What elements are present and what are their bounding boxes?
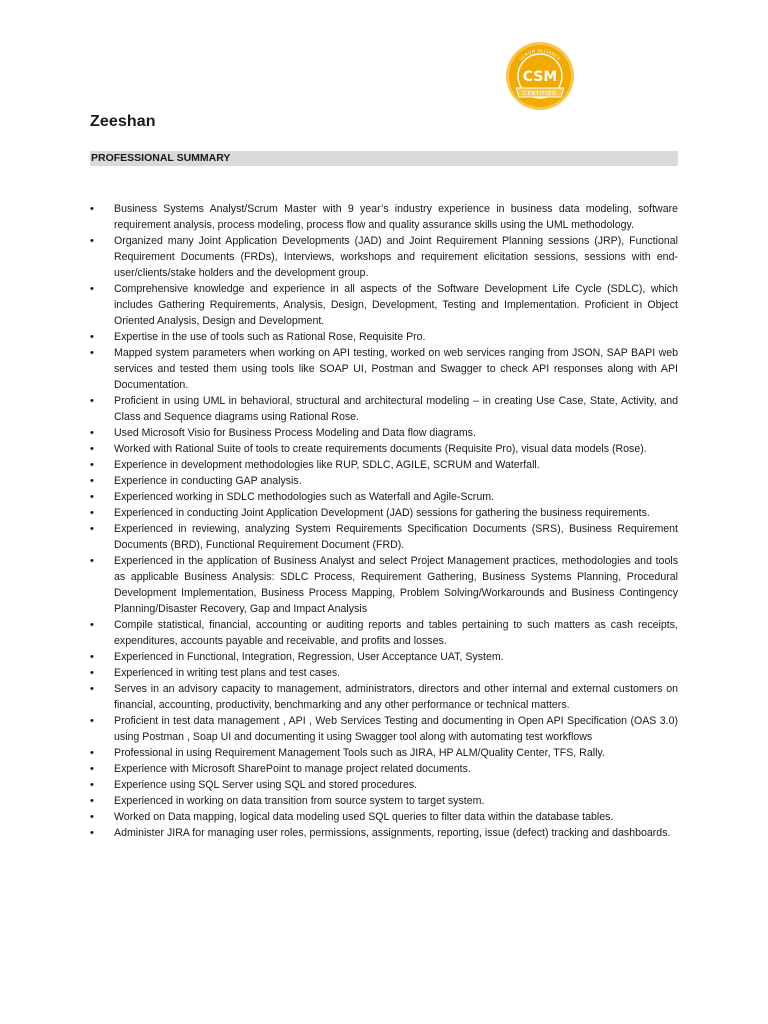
summary-list-item xyxy=(90,681,678,713)
bullet-icon: • xyxy=(90,475,94,487)
bullet-icon: • xyxy=(90,747,94,759)
summary-list-item xyxy=(90,329,678,345)
summary-list-item xyxy=(90,425,678,441)
summary-item-text: Organized many Joint Application Developments (JAD) and Joint Requirement Planning sessions (JRP), Functional Requirement Documents (FRDs), Interviews, workshops and requirement elicitation sessions, sessions with end-user/clients/stake holders and the development group. xyxy=(114,235,678,279)
summary-list-item xyxy=(90,441,678,457)
summary-item-text: Experience with Microsoft SharePoint to manage project related documents. xyxy=(114,763,471,775)
bullet-icon: • xyxy=(90,827,94,839)
bullet-icon: • xyxy=(90,683,94,695)
summary-list-item xyxy=(90,489,678,505)
csm-certified-seal-icon xyxy=(504,40,576,112)
bullet-icon: • xyxy=(90,347,94,359)
svg-text:CERTIFIED: CERTIFIED xyxy=(522,91,558,98)
summary-item-text: Experience in development methodologies like RUP, SDLC, AGILE, SCRUM and Waterfall. xyxy=(114,459,540,471)
summary-item-text: Business Systems Analyst/Scrum Master with 9 year’s industry experience in business data modeling, software requirement analysis, process modeling, process flow and quality assurance skills using the UML methodology. xyxy=(114,203,678,231)
summary-list-item xyxy=(90,233,678,281)
summary-item-text: Worked on Data mapping, logical data modeling used SQL queries to filter data within the database tables. xyxy=(114,811,614,823)
summary-item-text: Experienced in writing test plans and test cases. xyxy=(114,667,341,679)
bullet-icon: • xyxy=(90,283,94,295)
bullet-icon: • xyxy=(90,715,94,727)
summary-list-item xyxy=(90,713,678,745)
bullet-icon: • xyxy=(90,667,94,679)
summary-list-item xyxy=(90,745,678,761)
bullet-icon: • xyxy=(90,555,94,567)
professional-summary-list xyxy=(90,201,678,841)
summary-list-item xyxy=(90,393,678,425)
summary-list-item xyxy=(90,281,678,329)
summary-item-text: Expertise in the use of tools such as Rational Rose, Requisite Pro. xyxy=(114,331,426,343)
summary-list-item xyxy=(90,809,678,825)
bullet-icon: • xyxy=(90,395,94,407)
bullet-icon: • xyxy=(90,235,94,247)
bullet-icon: • xyxy=(90,523,94,535)
bullet-icon: • xyxy=(90,763,94,775)
bullet-icon: • xyxy=(90,619,94,631)
summary-list-item xyxy=(90,505,678,521)
summary-item-text: Experienced in Functional, Integration, Regression, User Acceptance UAT, System. xyxy=(114,651,504,663)
candidate-name: Zeeshan xyxy=(90,113,156,130)
summary-item-text: Mapped system parameters when working on API testing, worked on web services ranging from JSON, SAP BAPI web services and tested them using tools like SOAP UI, Postman and Swagger to check API responses along with API Documentation. xyxy=(114,347,678,391)
summary-item-text: Proficient in using UML in behavioral, structural and architectural modeling – in creating Use Case, State, Activity, and Class and Sequence diagrams using Rational Rose. xyxy=(114,395,678,423)
summary-item-text: Experience in conducting GAP analysis. xyxy=(114,475,302,487)
summary-item-text: Experienced in working on data transition from source system to target system. xyxy=(114,795,485,807)
summary-item-text: Experienced working in SDLC methodologies such as Waterfall and Agile-Scrum. xyxy=(114,491,494,503)
summary-list-item xyxy=(90,665,678,681)
summary-list-item xyxy=(90,649,678,665)
summary-item-text: Experienced in reviewing, analyzing System Requirements Specification Documents (SRS), Business Requirement Documents (BRD), Functional Requirement Document (FRD). xyxy=(114,523,678,551)
summary-list-item xyxy=(90,345,678,393)
bullet-icon: • xyxy=(90,779,94,791)
summary-list-item xyxy=(90,617,678,649)
section-title-professional-summary: PROFESSIONAL SUMMARY xyxy=(91,152,231,164)
summary-list-item xyxy=(90,777,678,793)
summary-list-item xyxy=(90,825,678,841)
summary-item-text: Serves in an advisory capacity to management, administrators, directors and other internal and external customers on financial, accounting, productivity, benchmarking and any other performance or technical matters. xyxy=(114,683,678,711)
bullet-icon: • xyxy=(90,491,94,503)
summary-list-item xyxy=(90,553,678,617)
summary-list-item xyxy=(90,521,678,553)
bullet-icon: • xyxy=(90,811,94,823)
summary-list-item xyxy=(90,761,678,777)
summary-item-text: Comprehensive knowledge and experience in all aspects of the Software Development Life Cycle (SDLC), which includes Gathering Requirements, Analysis, Design, Development, Testing and Implementation. Proficient in Object Oriented Analysis, Design and Development. xyxy=(114,283,678,327)
bullet-icon: • xyxy=(90,459,94,471)
summary-list-item xyxy=(90,457,678,473)
svg-text:CSM: CSM xyxy=(522,69,558,85)
bullet-icon: • xyxy=(90,651,94,663)
bullet-icon: • xyxy=(90,795,94,807)
svg-text:SCRUM ALLIANCE: SCRUM ALLIANCE xyxy=(518,47,562,62)
summary-list-item xyxy=(90,473,678,489)
summary-item-text: Professional in using Requirement Management Tools such as JIRA, HP ALM/Quality Center, TFS, Rally. xyxy=(114,747,605,759)
bullet-icon: • xyxy=(90,203,94,215)
summary-item-text: Proficient in test data management , API , Web Services Testing and documenting in Open API Specification (OAS 3.0) using Postman , Soap UI and documenting it using Swagger tool along with automating test workflows xyxy=(114,715,678,743)
summary-list-item xyxy=(90,201,678,233)
summary-item-text: Experienced in the application of Business Analyst and select Project Management practices, methodologies and tools as applicable Business Analysis: SDLC Process, Requirement Gathering, Business Systems Planning, Procedural Development Implementation, Business Process Mapping, Problem Solving/Workarounds and Business Contingency Planning/Disaster Recovery, Gap and Impact Analysis xyxy=(114,555,678,615)
bullet-icon: • xyxy=(90,443,94,455)
summary-item-text: Worked with Rational Suite of tools to create requirements documents (Requisite Pro), visual data models (Rose). xyxy=(114,443,647,455)
summary-item-text: Administer JIRA for managing user roles, permissions, assignments, reporting, issue (defect) tracking and dashboards. xyxy=(114,827,671,839)
summary-item-text: Used Microsoft Visio for Business Process Modeling and Data flow diagrams. xyxy=(114,427,476,439)
summary-item-text: Experienced in conducting Joint Application Development (JAD) sessions for gathering the business requirements. xyxy=(114,507,650,519)
summary-list-item xyxy=(90,793,678,809)
bullet-icon: • xyxy=(90,427,94,439)
summary-item-text: Experience using SQL Server using SQL and stored procedures. xyxy=(114,779,418,791)
summary-item-text: Compile statistical, financial, accounting or auditing reports and tables pertaining to such matters as cash receipts, expenditures, accounts payable and receivable, and profits and losses. xyxy=(114,619,678,647)
bullet-icon: • xyxy=(90,507,94,519)
bullet-icon: • xyxy=(90,331,94,343)
